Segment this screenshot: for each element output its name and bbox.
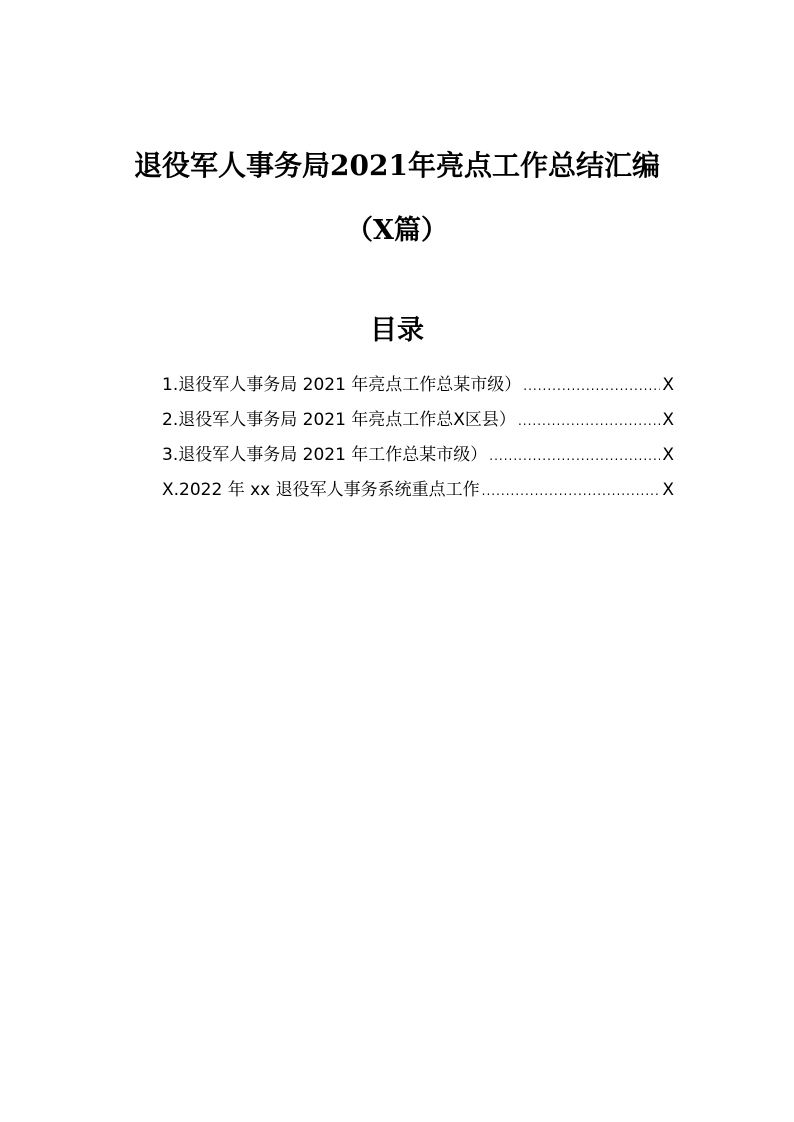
toc-entry-label: X.2022 年 xx 退役军人事务系统重点工作 (162, 480, 480, 500)
toc-heading: 目录 (370, 315, 424, 346)
toc-entry-label: 1.退役军人事务局 2021 年亮点工作总某市级） (162, 375, 522, 395)
toc-leader-dots (518, 406, 660, 436)
document-title: 退役军人事务局2021年亮点工作总结汇编 (134, 149, 660, 182)
toc-leader-dots (482, 476, 661, 506)
toc-leader-dots (523, 371, 660, 401)
toc-entry-page: X (662, 410, 674, 430)
toc-entry-4[interactable] (162, 475, 674, 510)
toc-leader-dots (489, 441, 660, 471)
toc-entry-2[interactable] (162, 405, 674, 440)
table-of-contents (162, 370, 674, 510)
toc-entry-3[interactable] (162, 440, 674, 475)
toc-entry-page: X (662, 375, 674, 395)
toc-entry-label: 3.退役军人事务局 2021 年工作总某市级） (162, 445, 488, 465)
toc-entry-page: X (662, 445, 674, 465)
document-subtitle: （X篇） (346, 215, 448, 246)
toc-entry-1[interactable] (162, 370, 674, 405)
toc-entry-label: 2.退役军人事务局 2021 年亮点工作总X区县） (162, 410, 516, 430)
toc-entry-page: X (662, 480, 674, 500)
